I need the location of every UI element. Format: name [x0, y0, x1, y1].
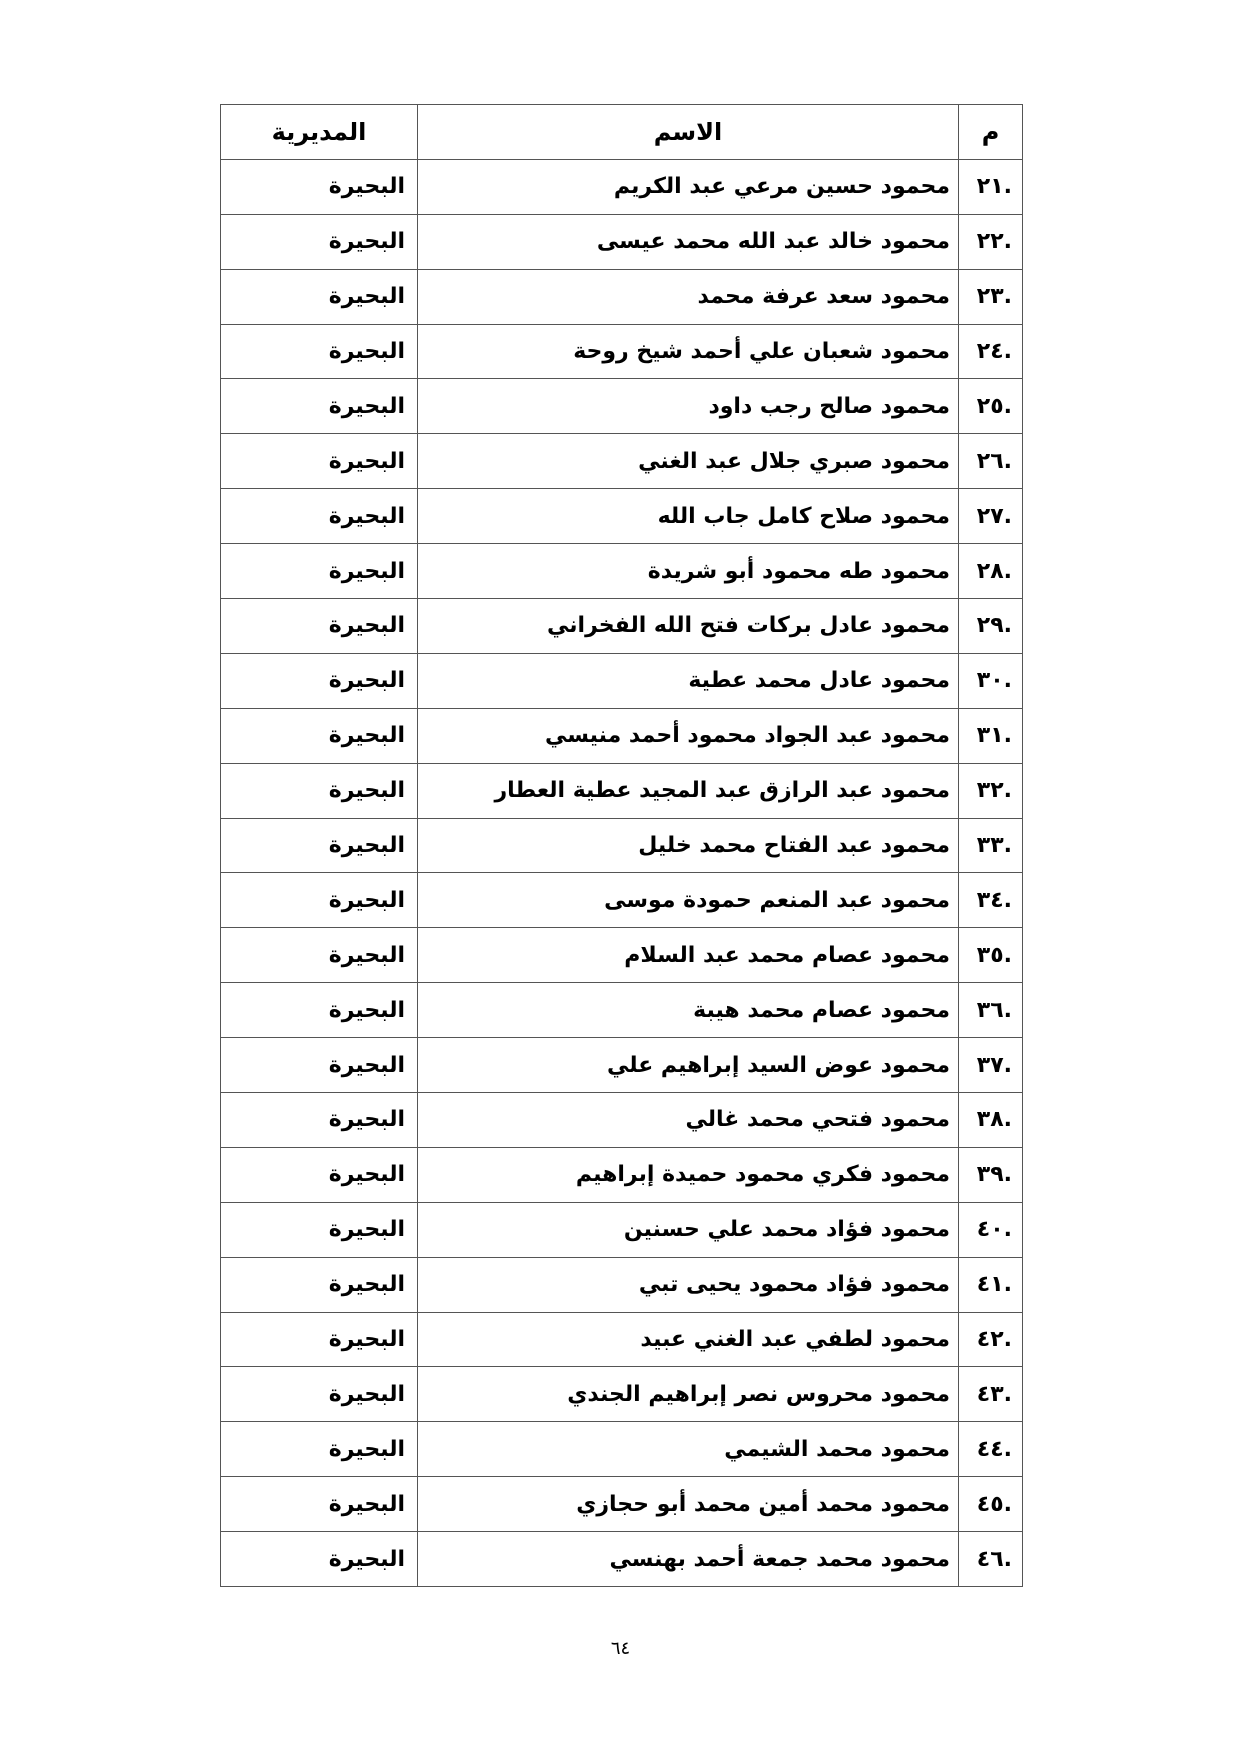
row-name: محمود فتحي محمد غالي	[418, 1093, 959, 1148]
row-name: محمود صلاح كامل جاب الله	[418, 489, 959, 544]
table-row	[221, 1532, 1023, 1587]
row-name: محمود فكري محمود حميدة إبراهيم	[418, 1147, 959, 1202]
row-number: .٤٣	[959, 1367, 1023, 1422]
table-row	[221, 653, 1023, 708]
table-header-row	[221, 105, 1023, 160]
row-number: .٤٤	[959, 1422, 1023, 1477]
row-number: .٢٢	[959, 214, 1023, 269]
table-row	[221, 379, 1023, 434]
table-row	[221, 1422, 1023, 1477]
row-number: .٤٦	[959, 1532, 1023, 1587]
row-name: محمود طه محمود أبو شريدة	[418, 544, 959, 599]
row-name: محمود لطفي عبد الغني عبيد	[418, 1312, 959, 1367]
table-row	[221, 818, 1023, 873]
table-row	[221, 544, 1023, 599]
row-directorate: البحيرة	[221, 928, 418, 983]
row-directorate: البحيرة	[221, 379, 418, 434]
row-number: .٤٥	[959, 1477, 1023, 1532]
table-row	[221, 763, 1023, 818]
header-name: الاسم	[418, 105, 959, 160]
row-number: .٣٨	[959, 1093, 1023, 1148]
row-name: محمود عبد الرازق عبد المجيد عطية العطار	[418, 763, 959, 818]
row-name: محمود فؤاد محمود يحيى تبي	[418, 1257, 959, 1312]
row-number: .٢٦	[959, 434, 1023, 489]
row-number: .٣٠	[959, 653, 1023, 708]
row-name: محمود حسين مرعي عبد الكريم	[418, 159, 959, 214]
row-directorate: البحيرة	[221, 544, 418, 599]
row-name: محمود عبد الجواد محمود أحمد منيسي	[418, 708, 959, 763]
table-row	[221, 983, 1023, 1038]
names-table	[220, 104, 1023, 1587]
row-name: محمود عبد المنعم حمودة موسى	[418, 873, 959, 928]
table-row	[221, 324, 1023, 379]
row-directorate: البحيرة	[221, 1038, 418, 1093]
row-name: محمود عصام محمد عبد السلام	[418, 928, 959, 983]
row-directorate: البحيرة	[221, 599, 418, 654]
row-name: محمود فؤاد محمد علي حسنين	[418, 1202, 959, 1257]
row-number: .٤١	[959, 1257, 1023, 1312]
table-row	[221, 1312, 1023, 1367]
row-name: محمود محمد جمعة أحمد بهنسي	[418, 1532, 959, 1587]
table-row	[221, 1093, 1023, 1148]
row-number: .٢٩	[959, 599, 1023, 654]
table-row	[221, 434, 1023, 489]
table-body	[221, 159, 1023, 1586]
row-directorate: البحيرة	[221, 983, 418, 1038]
row-name: محمود صبري جلال عبد الغني	[418, 434, 959, 489]
table-row	[221, 159, 1023, 214]
row-directorate: البحيرة	[221, 1147, 418, 1202]
row-directorate: البحيرة	[221, 653, 418, 708]
row-number: .٣٣	[959, 818, 1023, 873]
table-row	[221, 1477, 1023, 1532]
header-number: م	[959, 105, 1023, 160]
row-number: .٢٧	[959, 489, 1023, 544]
names-table-container	[223, 104, 1023, 1587]
row-directorate: البحيرة	[221, 1477, 418, 1532]
row-name: محمود عبد الفتاح محمد خليل	[418, 818, 959, 873]
row-name: محمود محروس نصر إبراهيم الجندي	[418, 1367, 959, 1422]
row-name: محمود خالد عبد الله محمد عيسى	[418, 214, 959, 269]
row-directorate: البحيرة	[221, 214, 418, 269]
table-row	[221, 708, 1023, 763]
row-directorate: البحيرة	[221, 159, 418, 214]
table-row	[221, 489, 1023, 544]
table-row	[221, 1257, 1023, 1312]
row-directorate: البحيرة	[221, 1257, 418, 1312]
row-number: .٣١	[959, 708, 1023, 763]
row-name: محمود محمد الشيمي	[418, 1422, 959, 1477]
row-directorate: البحيرة	[221, 434, 418, 489]
table-row	[221, 599, 1023, 654]
row-directorate: البحيرة	[221, 1422, 418, 1477]
row-directorate: البحيرة	[221, 1202, 418, 1257]
row-number: .٢٣	[959, 269, 1023, 324]
row-name: محمود عوض السيد إبراهيم علي	[418, 1038, 959, 1093]
row-number: .٢٤	[959, 324, 1023, 379]
row-name: محمود عادل بركات فتح الله الفخراني	[418, 599, 959, 654]
row-number: .٣٧	[959, 1038, 1023, 1093]
row-directorate: البحيرة	[221, 708, 418, 763]
table-row	[221, 1202, 1023, 1257]
row-name: محمود محمد أمين محمد أبو حجازي	[418, 1477, 959, 1532]
row-directorate: البحيرة	[221, 489, 418, 544]
row-directorate: البحيرة	[221, 1532, 418, 1587]
table-row	[221, 214, 1023, 269]
table-row	[221, 873, 1023, 928]
table-row	[221, 1147, 1023, 1202]
row-name: محمود سعد عرفة محمد	[418, 269, 959, 324]
row-name: محمود صالح رجب داود	[418, 379, 959, 434]
row-number: .٢٥	[959, 379, 1023, 434]
table-row	[221, 1038, 1023, 1093]
row-directorate: البحيرة	[221, 873, 418, 928]
table-row	[221, 1367, 1023, 1422]
row-directorate: البحيرة	[221, 324, 418, 379]
row-name: محمود شعبان علي أحمد شيخ روحة	[418, 324, 959, 379]
header-directorate: المديرية	[221, 105, 418, 160]
row-name: محمود عصام محمد هيبة	[418, 983, 959, 1038]
row-number: .٣٩	[959, 1147, 1023, 1202]
row-directorate: البحيرة	[221, 1312, 418, 1367]
row-directorate: البحيرة	[221, 818, 418, 873]
row-number: .٣٥	[959, 928, 1023, 983]
row-directorate: البحيرة	[221, 269, 418, 324]
row-directorate: البحيرة	[221, 1093, 418, 1148]
row-number: .٣٢	[959, 763, 1023, 818]
row-number: .٣٤	[959, 873, 1023, 928]
row-number: .٣٦	[959, 983, 1023, 1038]
table-row	[221, 269, 1023, 324]
row-name: محمود عادل محمد عطية	[418, 653, 959, 708]
table-row	[221, 928, 1023, 983]
row-number: .٢١	[959, 159, 1023, 214]
row-number: .٤٢	[959, 1312, 1023, 1367]
row-number: .٤٠	[959, 1202, 1023, 1257]
row-directorate: البحيرة	[221, 763, 418, 818]
page-number: ٦٤	[610, 1638, 631, 1659]
row-number: .٢٨	[959, 544, 1023, 599]
row-directorate: البحيرة	[221, 1367, 418, 1422]
